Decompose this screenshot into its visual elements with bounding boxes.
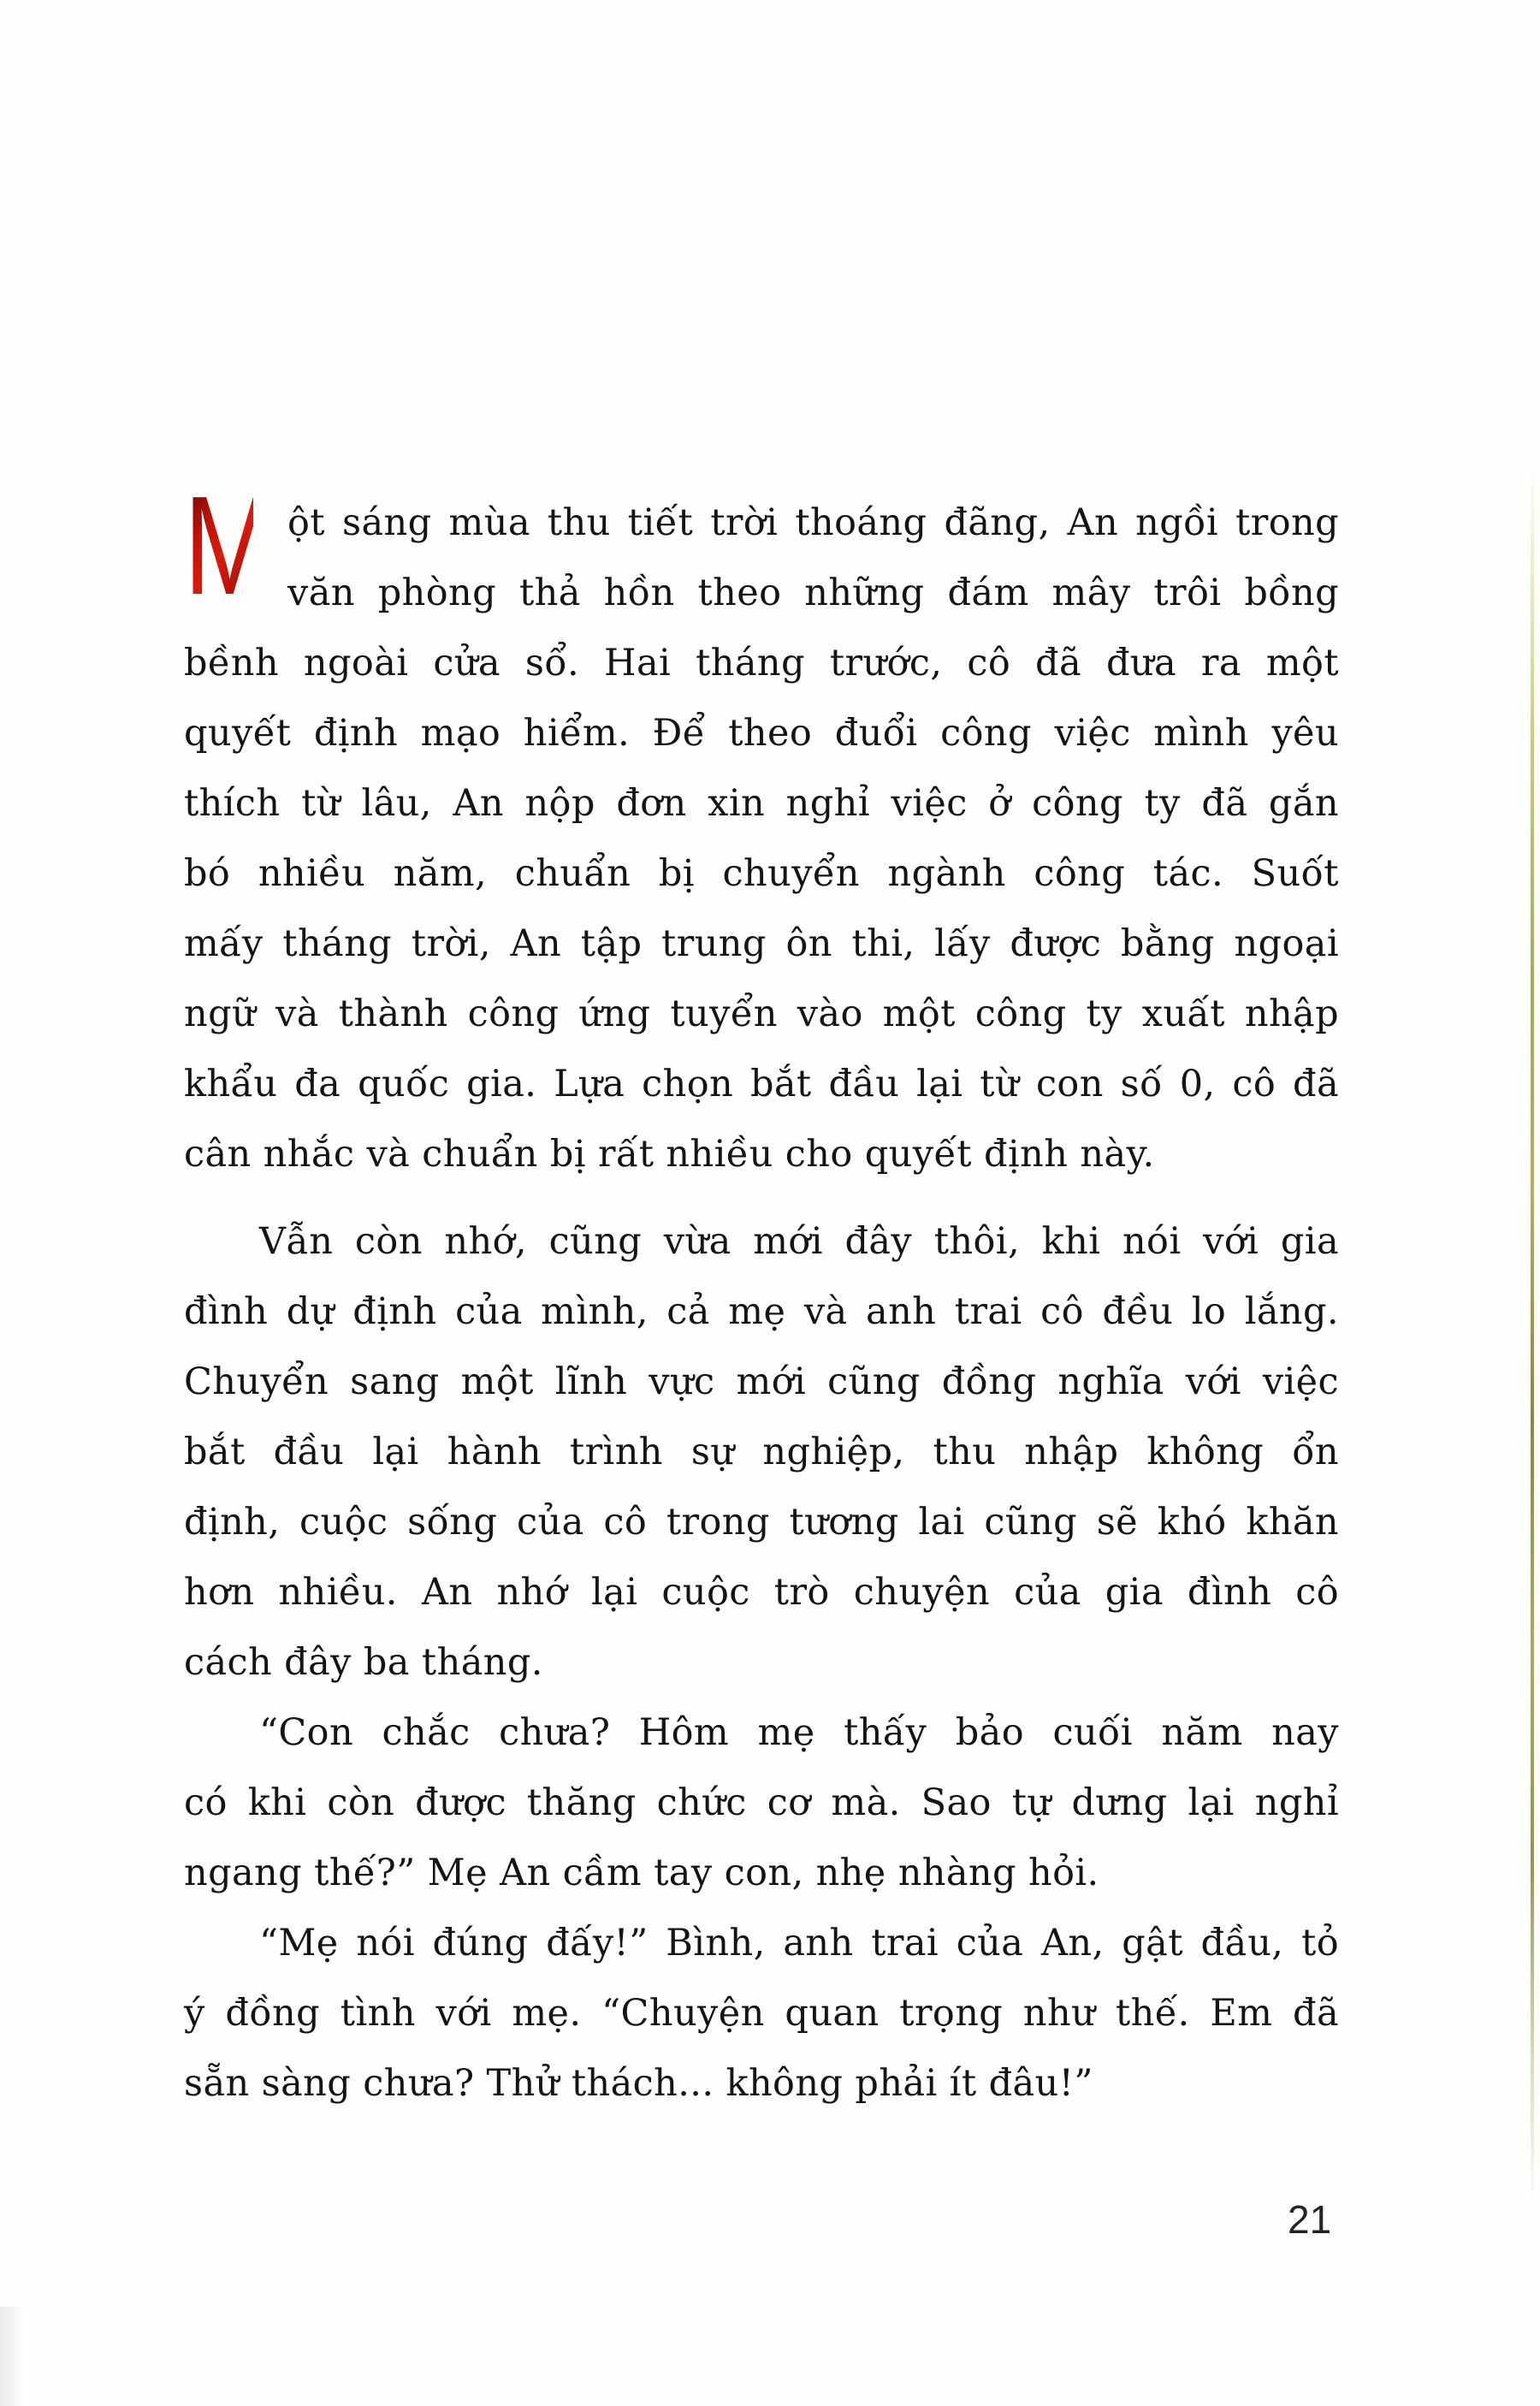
text-line: Chuyển sang một lĩnh vực mới cũng đồng nghĩa với việc: [184, 1360, 1339, 1403]
text-line: quyết định mạo hiểm. Để theo đuổi công việc mình yêu: [184, 712, 1339, 755]
text-line: mấy tháng trời, An tập trung ôn thi, lấy được bằng ngoại: [184, 922, 1339, 965]
text-block: [184, 467, 1339, 2119]
page-number: 21: [1288, 2197, 1332, 2242]
text-line: văn phòng thả hồn theo những đám mây trôi bồng: [287, 572, 1339, 614]
paragraph-4: [184, 1908, 1339, 2119]
text-line: “Mẹ nói đúng đấy!” Bình, anh trai của An, gật đầu, tỏ: [259, 1922, 1339, 1965]
paragraph-1: [184, 467, 1339, 1189]
text-line: có khi còn được thăng chức cơ mà. Sao tự dưng lại nghỉ: [184, 1781, 1339, 1824]
text-line: đình dự định của mình, cả mẹ và anh trai cô đều lo lắng.: [184, 1290, 1339, 1333]
text-line: sẵn sàng chưa? Thử thách... không phải ít đâu!”: [184, 2062, 1093, 2105]
text-line: cân nhắc và chuẩn bị rất nhiều cho quyết định này.: [184, 1133, 1155, 1176]
text-line: định, cuộc sống của cô trong tương lai cũng sẽ khó khăn: [184, 1501, 1339, 1544]
text-line: bó nhiều năm, chuẩn bị chuyển ngành công tác. Suốt: [184, 852, 1339, 895]
text-line: hơn nhiều. An nhớ lại cuộc trò chuyện của gia đình cô: [184, 1571, 1339, 1614]
text-line: “Con chắc chưa? Hôm mẹ thấy bảo cuối năm nay: [259, 1711, 1339, 1754]
text-line: ý đồng tình với mẹ. “Chuyện quan trọng như thế. Em đã: [184, 1992, 1339, 2035]
text-line: bắt đầu lại hành trình sự nghiệp, thu nhập không ổn: [184, 1431, 1339, 1473]
text-line: ột sáng mùa thu tiết trời thoáng đãng, An ngồi trong: [287, 501, 1339, 544]
text-line: khẩu đa quốc gia. Lựa chọn bắt đầu lại từ con số 0, cô đã: [184, 1063, 1339, 1105]
text-line: bềnh ngoài cửa sổ. Hai tháng trước, cô đã đưa ra một: [184, 642, 1339, 684]
paragraph-2: [184, 1206, 1339, 1698]
text-line: Vẫn còn nhớ, cũng vừa mới đây thôi, khi nói với gia: [259, 1220, 1339, 1263]
scan-corner-shadow: [0, 2307, 24, 2406]
text-line: cách đây ba tháng.: [184, 1641, 543, 1684]
text-line: ngữ và thành công ứng tuyển vào một công ty xuất nhập: [184, 993, 1339, 1035]
text-line: ngang thế?” Mẹ An cầm tay con, nhẹ nhàng hỏi.: [184, 1852, 1099, 1894]
page-edge-line: [1531, 462, 1534, 2207]
paragraph-3: [184, 1698, 1339, 1908]
text-line: thích từ lâu, An nộp đơn xin nghỉ việc ở công ty đã gắn: [184, 782, 1339, 825]
drop-cap-letter: M: [184, 467, 275, 624]
